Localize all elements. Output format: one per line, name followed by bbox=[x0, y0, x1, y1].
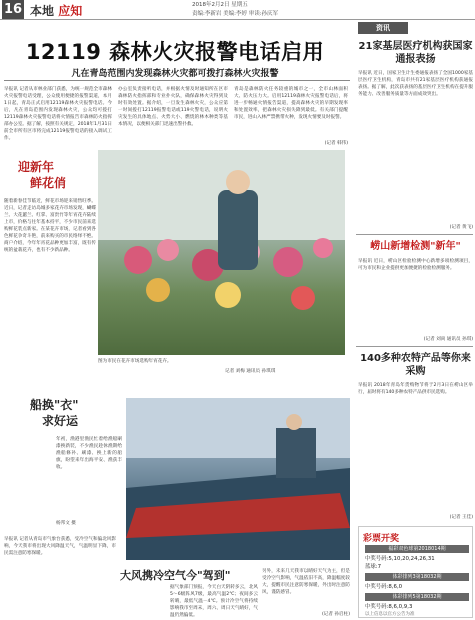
right-story1-title: 21家基层医疗机构获国家通报表扬 bbox=[358, 41, 473, 65]
right-story2-body: 早报讯 近日，崂山区检验检测中心新增多项检测项目，可为市民和企业提供更加便捷的检验检测服务。 bbox=[358, 259, 473, 271]
flower-title-1: 迎新年 bbox=[18, 160, 55, 174]
cold-title: 大风携冷空气今"驾到" bbox=[120, 569, 231, 582]
lead-rule bbox=[4, 80, 350, 81]
lottery-footer: 以上信息以官方公告为准 bbox=[365, 612, 415, 617]
section-prefix: 本地 bbox=[30, 4, 55, 18]
boat-title-1: 船换"衣" bbox=[30, 398, 79, 412]
right-story1-body: 早报讯 近日，国家卫生计生委通报表扬了全国1000家基层医疗卫生机构，青岛市共有21家基层医疗机构获通报表扬。据了解，此次获表扬的基层医疗卫生机构在提升服务能力、改善服务质量等方面成效突出。 bbox=[358, 71, 473, 97]
flower-caption: 图为市民在花卉市场选购年宵花卉。 bbox=[98, 359, 172, 364]
lead-col-1: 早报讯 记者从市林业部门获悉，为统一规范全市森林火灾报警电话受理，公众使用便捷的报警渠道，本月1日起，青岛正式启用12119森林火灾报警电话。今后，凡在青岛范围内发现森林火灾，公众均可拨打12119森林火灾报警电话将火情报告市森林防火指挥部办公室。据了解，按照有关规定，2018年1月31日前全市所有区市将完成12119报警电话的接入调试工作。 bbox=[4, 87, 112, 141]
lottery-bar-3: 体彩排列5第18032期 bbox=[365, 593, 469, 601]
right-story3-body: 早报讯 2018年青岛年货购物节将于2月3日在崂山区举行，届时将有140多种农特产品供市民选购。 bbox=[358, 383, 473, 395]
lottery-logo: 彩票开奖 bbox=[363, 534, 400, 544]
lead-title: 12119 森林火灾报警电话启用 bbox=[25, 40, 325, 64]
section-title bbox=[30, 2, 82, 19]
lottery-row-5: 中奖号码:8,6,0 bbox=[365, 584, 403, 590]
right-rule-1 bbox=[356, 234, 473, 235]
lottery-row-2: 中奖号码:5,10,20,24,26,31 bbox=[365, 556, 435, 562]
right-tag: 资讯 bbox=[358, 22, 408, 34]
flower-photo-image bbox=[98, 150, 345, 355]
section-name: 应知 bbox=[58, 4, 83, 18]
boat-byline: 杨邦文 摄 bbox=[56, 521, 76, 526]
boat-body: 年初，渔港里渔民忙着给渔船刷漆换新装，不少渔民趁休渔期给渔船修补、刷漆、换上新的船旗，盼望来年出海平安、渔获丰收。 bbox=[56, 437, 122, 470]
flower-byline: 记者 刘梅 通讯员 孙琪琪 bbox=[225, 369, 276, 374]
lead-col-3: 青岛是森林防火任务较重的城市之一，全市山林面积大、防火压力大。启用12119森林火灾报警电话后，将进一步畅通火情报告渠道，提高森林火灾的早期发现率和处置效率，把森林火灾损失降到最低。有关部门提醒市民，进山入林严禁携带火种，发现火情要及时报警。 bbox=[234, 87, 348, 120]
flower-title-2: 鲜花俏 bbox=[30, 176, 67, 190]
lottery-bar-1: 福彩双色球第2018014期 bbox=[365, 545, 469, 553]
lottery-bar-2: 体彩排列3第18032期 bbox=[365, 573, 469, 581]
right-story2-title: 崂山新增检测"新年" bbox=[370, 241, 461, 252]
header-date: 2018年2月2日 星期五 bbox=[192, 2, 248, 8]
right-story2-byline: (记者 刘尚 通讯员 孙琪) bbox=[423, 337, 473, 342]
cold-col-1: 早报讯 记者从青岛市气象台获悉，受冷空气和偏北风影响，今天我市将出现大风降温天气，气温明显下降，市民需注意防寒保暖。 bbox=[4, 537, 116, 556]
lottery-row-3: 蓝球:7 bbox=[365, 564, 382, 570]
boat-photo bbox=[126, 398, 350, 560]
right-rule-2 bbox=[356, 346, 473, 347]
boat-photo-image bbox=[126, 398, 350, 560]
cold-col-3: 另外，未来几天我市以晴好天气为主，但是受冷空气影响，气温依旧不高，降温幅度较大，提醒市民注意防寒保暖，外出时注意防风，谨防感冒。 bbox=[262, 569, 350, 595]
right-story3-title: 140多种农特产品等你来采购 bbox=[360, 353, 471, 377]
right-story3-byline: (记者 王佳) bbox=[449, 515, 473, 520]
lead-byline: (记者 韩伟) bbox=[324, 141, 348, 146]
lottery-box bbox=[358, 526, 473, 618]
lottery-row-7: 中奖号码:8,6,0,9,3 bbox=[365, 604, 413, 610]
right-story1-byline: (记者 黄飞) bbox=[449, 225, 473, 230]
page-number: 16 bbox=[3, 2, 23, 17]
lead-subtitle: 凡在青岛范围内发现森林火灾都可拨打森林火灾报警 bbox=[71, 69, 279, 79]
page-header bbox=[0, 0, 475, 20]
boat-title-2: 求好运 bbox=[42, 414, 79, 428]
header-editors: 责编:李新岩 美编:李婷 审读:孙庆军 bbox=[192, 11, 279, 17]
flower-body: 随着新春佳节临近，鲜花市场迎来销售旺季。近日，记者走访岛城多家花卉市场发现，蝴蝶兰、大花蕙兰、红掌、富贵竹等年宵花卉陆续上市，价格与往年基本持平，不少市民前来选购鲜花装点新家。在某花卉市场，记者看到各色鲜花争奇斗艳，前来购买的市民络绎不绝。商户介绍，今年年宵花品种更加丰富，既有传统的盆栽花卉，也有不少新品种。 bbox=[4, 199, 96, 253]
lead-col-2: 办公室负责接听电话，并根据火情及时通知所在区市森林防火指挥部和专业扑火队，确保森林火灾得到及时有效处置。据介绍，一旦发生森林火灾，公众应第一时间拨打12119报警电话或119火警电话，说明火灾发生的具体地点、火势大小、燃烧的林木种类等基本情况，以便相关部门迅速出警扑救。 bbox=[118, 87, 228, 127]
flower-photo bbox=[98, 150, 345, 355]
cold-byline: (记者 孙启柱) bbox=[321, 612, 350, 617]
cold-col-2: 据气象部门预报，今天白天阴转多云，北风5～6级阵风7级，最高气温2℃；夜间多云转晴，最低气温－4℃。预计冷空气将持续影响我市至周末，周六、周日天气晴好，气温仍然偏低。 bbox=[170, 585, 258, 618]
